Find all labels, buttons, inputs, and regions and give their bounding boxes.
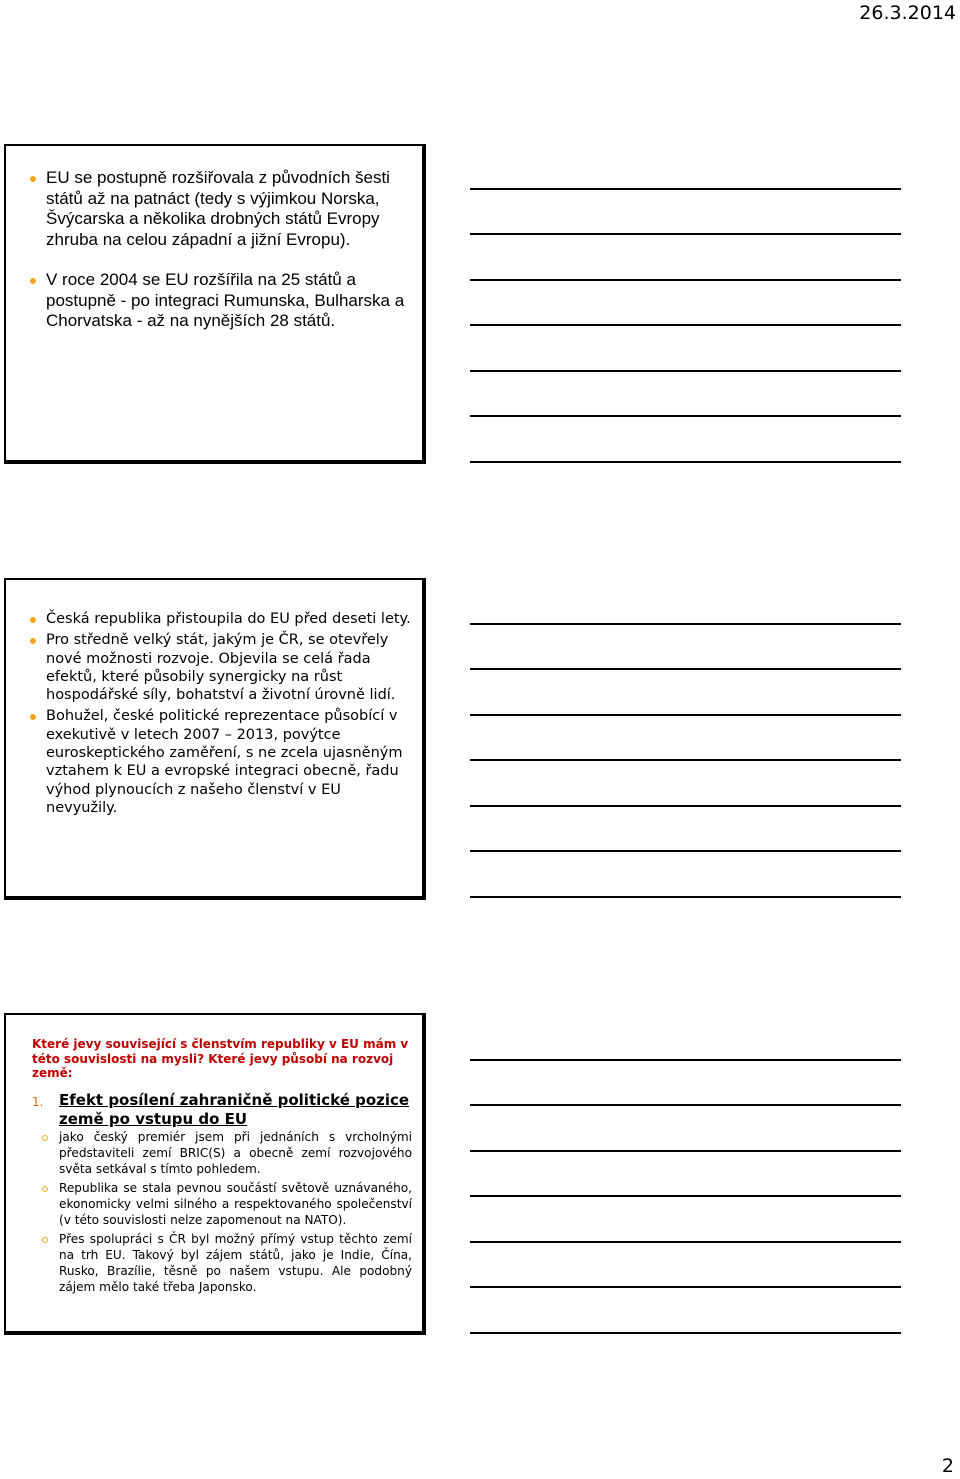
note-line: [470, 415, 901, 417]
note-line: [470, 461, 901, 463]
note-line: [470, 1104, 901, 1106]
circle-bullet-icon: [42, 1135, 48, 1141]
sub-bullet-text: Republika se stala pevnou součástí světově uznávaného, ekonomicky velmi silného a respektovaného společenství (v této souvislosti nelze zapomenout na NATO).: [59, 1181, 412, 1227]
slide-1: [4, 144, 426, 464]
sub-bullet-list: [40, 1129, 412, 1298]
note-line: [470, 805, 901, 807]
circle-bullet-icon: [42, 1237, 48, 1243]
bullet-dot-icon: [30, 714, 36, 720]
slide-1-bullet-list: [30, 168, 410, 352]
note-line: [470, 623, 901, 625]
bullet-text: Pro středně velký stát, jakým je ČR, se otevřely nové možnosti rozvoje. Objevila se celá řada efektů, které působily synergicky na růst hospodářské síly, bohatství a životní úrovně lidí.: [46, 632, 396, 704]
note-line: [470, 1286, 901, 1288]
sub-bullet-text: Přes spolupráci s ČR byl možný přímý vstup těchto zemí na trh EU. Takový byl zájem států, jako je Indie, Čína, Rusko, Brazílie, těsně po našem vstupu. Ale podobný zájem mělo také třeba Japonsko.: [59, 1232, 412, 1294]
note-line: [470, 188, 901, 190]
note-line: [470, 896, 901, 898]
bullet-dot-icon: [30, 617, 36, 623]
bullet-dot-icon: [30, 638, 36, 644]
slide-3: [4, 1013, 426, 1335]
numbered-item: [32, 1091, 414, 1128]
list-item: [30, 168, 410, 250]
bullet-dot-icon: [30, 278, 36, 284]
list-item: [40, 1180, 412, 1228]
bullet-dot-icon: [30, 176, 36, 182]
item-title: Efekt posílení zahraničně politické pozice země po vstupu do EU: [59, 1091, 410, 1128]
list-item: [40, 1231, 412, 1295]
note-line: [470, 1332, 901, 1334]
note-line: [470, 370, 901, 372]
note-line: [470, 1241, 901, 1243]
list-item: [30, 610, 414, 628]
note-line: [470, 714, 901, 716]
note-line: [470, 759, 901, 761]
bullet-text: V roce 2004 se EU rozšířila na 25 států a postupně - po integraci Rumunska, Bulharska a Chorvatska - až na nynějších 28 států.: [46, 270, 405, 330]
item-number: 1.: [32, 1095, 44, 1109]
note-line: [470, 668, 901, 670]
print-date: 26.3.2014: [859, 2, 956, 24]
sub-bullet-text: jako český premiér jsem při jednáních s vrcholnými představiteli zemí BRIC(S) a obecně zemí rozvojového světa setkával s tímto pohledem.: [59, 1130, 412, 1176]
list-item: [30, 707, 414, 817]
list-item: [30, 270, 410, 332]
bullet-text: Bohužel, české politické reprezentace působící v exekutivě v letech 2007 – 2013, povýtce euroskeptického zaměření, s ne zcela ujasněným vztahem k EU a evropské integraci obecně, řadu výhod plynoucích z našeho členství v EU nevyužily.: [46, 708, 403, 816]
bullet-text: Česká republika přistoupila do EU před deseti lety.: [46, 611, 411, 627]
note-line: [470, 324, 901, 326]
page-number: 2: [941, 1455, 954, 1477]
list-item: [30, 631, 414, 704]
bullet-text: EU se postupně rozšiřovala z původních šesti států až na patnáct (tedy s výjimkou Norska, Švýcarska a několika drobných států Evropy zhruba na celou západní a jižní Evropu).: [46, 168, 390, 249]
note-line: [470, 233, 901, 235]
note-line: [470, 1059, 901, 1061]
note-line: [470, 1195, 901, 1197]
slide-2-bullet-list: [30, 610, 414, 820]
question-heading: Které jevy související s členstvím republiky v EU mám v této souvislosti na mysli? Které jevy působí na rozvoj země:: [32, 1037, 409, 1080]
note-line: [470, 850, 901, 852]
circle-bullet-icon: [42, 1186, 48, 1192]
slide-2: [4, 578, 426, 900]
note-line: [470, 1150, 901, 1152]
note-line: [470, 279, 901, 281]
list-item: [40, 1129, 412, 1177]
